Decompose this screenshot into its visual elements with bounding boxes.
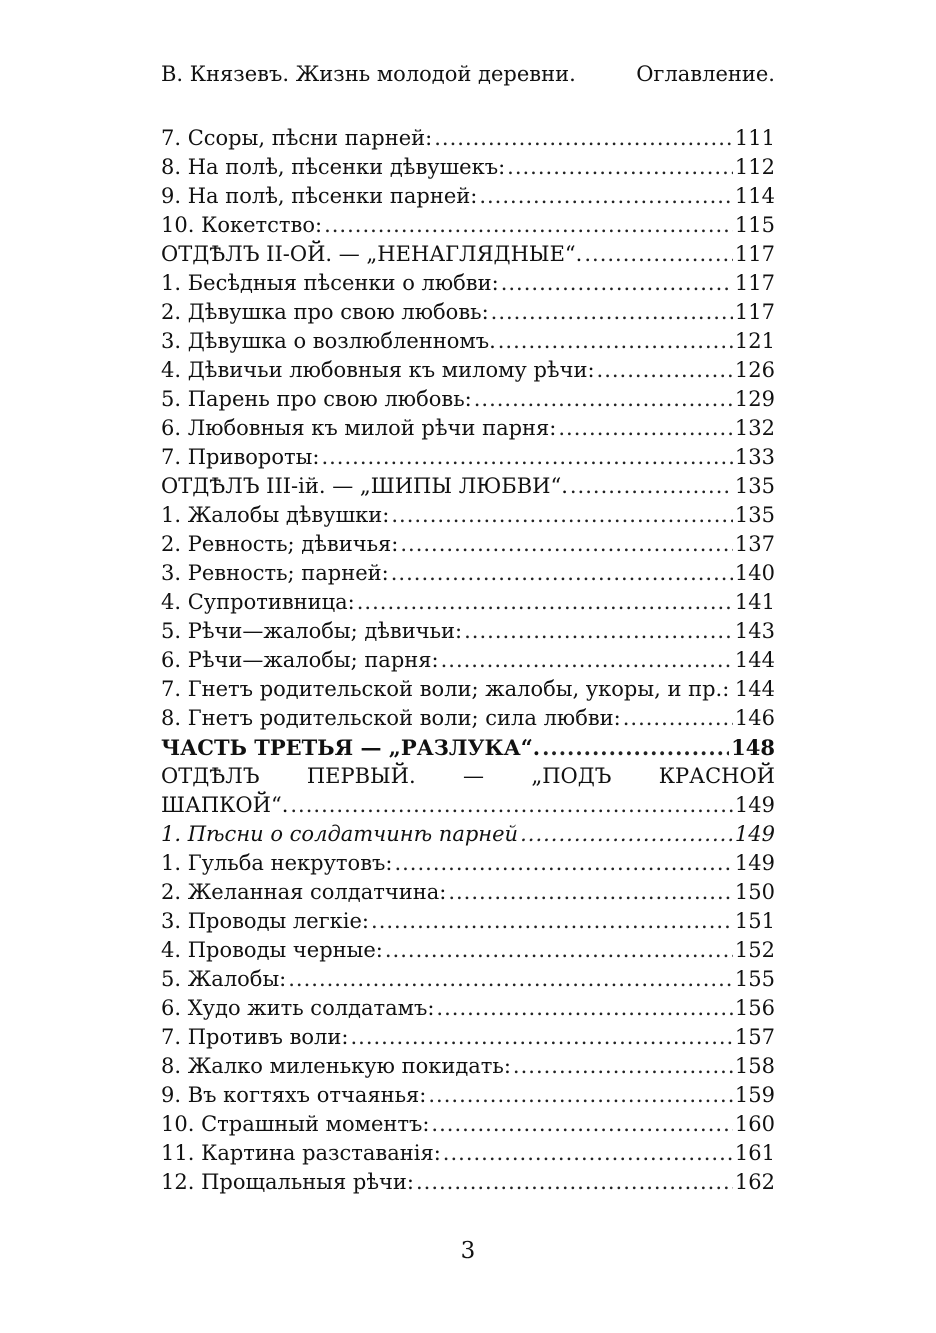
toc-entry-title: 4. Проводы черные: bbox=[161, 938, 383, 962]
toc-entry-page: 158 bbox=[734, 1054, 775, 1078]
toc-entry-page: 151 bbox=[734, 909, 775, 933]
toc-entry bbox=[161, 1081, 775, 1110]
toc-entry bbox=[161, 733, 775, 762]
toc-entry-page: 144 bbox=[734, 648, 775, 672]
toc-entry bbox=[161, 965, 775, 994]
toc-entry bbox=[161, 878, 775, 907]
toc-entry-page: 152 bbox=[734, 938, 775, 962]
toc-entry-page: 150 bbox=[734, 880, 775, 904]
toc-entry bbox=[161, 588, 775, 617]
toc-entry-title: 1. Жалобы дѣвушки: bbox=[161, 503, 390, 527]
toc-entry-title: 7. Гнетъ родительской воли; жалобы, укоры, и пр.: bbox=[161, 677, 730, 701]
toc-entry-title: ОТДѢЛЪ ПЕРВЫЙ. — „ПОДЪ КРАСНОЙ bbox=[161, 764, 775, 788]
toc-entry bbox=[161, 704, 775, 733]
toc-entry-page: 117 bbox=[734, 300, 775, 324]
toc-entry-title: 11. Картина разставанiя: bbox=[161, 1141, 441, 1165]
toc-entry bbox=[161, 1139, 775, 1168]
toc-entry-title: ЧАСТЬ ТРЕТЬЯ — „РАЗЛУКА“. bbox=[161, 735, 541, 760]
toc-entry-title: 10. Кокетство: bbox=[161, 213, 323, 237]
toc-dot-leader bbox=[436, 994, 732, 1023]
toc-entry bbox=[161, 1023, 775, 1052]
toc-dot-leader bbox=[288, 965, 733, 994]
toc-entry-title: 6. Худо жить солдатамъ: bbox=[161, 996, 435, 1020]
toc-entry bbox=[161, 356, 775, 385]
toc-dot-leader bbox=[584, 240, 733, 269]
toc-entry bbox=[161, 414, 775, 443]
toc-entry-title: 2. Дѣвушка про свою любовь: bbox=[161, 300, 489, 324]
toc-entry-title: 6. Любовныя къ милой рѣчи парня: bbox=[161, 416, 557, 440]
toc-entry bbox=[161, 1110, 775, 1139]
toc-entry-title: 7. Ссоры, пѣсни парней: bbox=[161, 126, 433, 150]
toc-entry-title: 7. Противъ воли: bbox=[161, 1025, 349, 1049]
toc-dot-leader bbox=[464, 617, 733, 646]
toc-entry bbox=[161, 501, 775, 530]
toc-entry bbox=[161, 182, 775, 211]
toc-entry-title: 8. Гнетъ родительской воли; сила любви: bbox=[161, 706, 621, 730]
toc-entry-page: 117 bbox=[734, 271, 775, 295]
toc-dot-leader bbox=[324, 211, 733, 240]
toc-entry-title: 2. Желанная солдатчина: bbox=[161, 880, 447, 904]
toc-dot-leader bbox=[400, 530, 733, 559]
toc-entry-title: 3. Ревность; парней: bbox=[161, 561, 389, 585]
toc-entry-title: 5. Парень про свою любовь: bbox=[161, 387, 472, 411]
toc-entry bbox=[161, 211, 775, 240]
header-section-title: Оглавление. bbox=[636, 62, 775, 86]
toc-entry bbox=[161, 617, 775, 646]
toc-entry-title: 6. Рѣчи—жалобы; парня: bbox=[161, 648, 439, 672]
toc-entry bbox=[161, 1168, 775, 1197]
toc-dot-leader bbox=[416, 1168, 733, 1197]
toc-dot-leader bbox=[474, 385, 733, 414]
toc-entry bbox=[161, 240, 775, 269]
toc-entry bbox=[161, 762, 775, 791]
toc-entry-title: 2. Ревность; дѣвичья: bbox=[161, 532, 399, 556]
toc-dot-leader bbox=[479, 182, 733, 211]
toc-entry bbox=[161, 385, 775, 414]
toc-dot-leader bbox=[623, 704, 733, 733]
toc-dot-leader bbox=[441, 646, 733, 675]
toc-entry-page: 115 bbox=[734, 213, 775, 237]
toc-dot-leader bbox=[542, 733, 729, 762]
toc-entry bbox=[161, 472, 775, 501]
toc-entry-page: 149 bbox=[734, 851, 775, 875]
toc-entry-title: 8. На полѣ, пѣсенки дѣвушекъ: bbox=[161, 155, 506, 179]
toc-entry-title: 3. Дѣвушка о возлюбленномъ. bbox=[161, 329, 496, 353]
toc-entry-page: 161 bbox=[734, 1141, 775, 1165]
toc-entry-title: 10. Страшный моментъ: bbox=[161, 1112, 430, 1136]
toc-entry-page: 141 bbox=[734, 590, 775, 614]
toc-entry bbox=[161, 849, 775, 878]
toc-entry-title: 1. Гульба некрутовъ: bbox=[161, 851, 393, 875]
toc-entry-title: 12. Прощальныя рѣчи: bbox=[161, 1170, 414, 1194]
toc-dot-leader bbox=[357, 588, 733, 617]
toc-entry-title: 9. На полѣ, пѣсенки парней: bbox=[161, 184, 478, 208]
toc-entry-page: 157 bbox=[734, 1025, 775, 1049]
toc-dot-leader bbox=[290, 791, 733, 820]
toc-dot-leader bbox=[448, 878, 733, 907]
toc-dot-leader bbox=[391, 559, 733, 588]
toc-entry-page: 143 bbox=[734, 619, 775, 643]
toc-dot-leader bbox=[350, 1023, 732, 1052]
toc-dot-leader bbox=[434, 124, 733, 153]
toc-entry-page: 159 bbox=[734, 1083, 775, 1107]
toc-dot-leader bbox=[431, 1110, 732, 1139]
toc-entry-page: 149 bbox=[734, 793, 775, 817]
toc-entry-page: 135 bbox=[734, 474, 775, 498]
toc-entry-page: 121 bbox=[734, 329, 775, 353]
toc-entry-title: 1. Бесѣдныя пѣсенки о любви: bbox=[161, 271, 499, 295]
toc-dot-leader bbox=[391, 501, 733, 530]
toc-dot-leader bbox=[558, 414, 733, 443]
toc-entry-title: ОТДѢЛЪ II-ОЙ. — „НЕНАГЛЯДНЫЕ“. bbox=[161, 242, 583, 266]
toc-entry-page: 155 bbox=[734, 967, 775, 991]
toc-entry bbox=[161, 327, 775, 356]
toc-entry-page: 149 bbox=[734, 822, 775, 846]
page-number: 3 bbox=[460, 1238, 476, 1264]
toc-dot-leader bbox=[570, 472, 733, 501]
toc-entry-page: 146 bbox=[734, 706, 775, 730]
toc-entry bbox=[161, 298, 775, 327]
toc-entry-title: 9. Въ когтяхъ отчаянья: bbox=[161, 1083, 427, 1107]
toc-entry-page: 114 bbox=[734, 184, 775, 208]
toc-entry-page: 112 bbox=[734, 155, 775, 179]
toc-dot-leader bbox=[501, 269, 733, 298]
toc-entry bbox=[161, 791, 775, 820]
toc-entry bbox=[161, 1052, 775, 1081]
toc-entry bbox=[161, 443, 775, 472]
toc-dot-leader bbox=[385, 936, 733, 965]
toc-dot-leader bbox=[498, 327, 733, 356]
toc-dot-leader bbox=[491, 298, 733, 327]
toc-dot-leader bbox=[731, 675, 733, 704]
toc-dot-leader bbox=[321, 443, 732, 472]
toc-entry-title: 5. Рѣчи—жалобы; дѣвичьи: bbox=[161, 619, 463, 643]
toc-entry-page: 111 bbox=[734, 126, 775, 150]
toc-entry bbox=[161, 936, 775, 965]
toc-entry-title: 4. Дѣвичьи любовныя къ милому рѣчи: bbox=[161, 358, 595, 382]
toc-entry-page: 156 bbox=[734, 996, 775, 1020]
toc-dot-leader bbox=[371, 907, 733, 936]
toc-entry-page: 117 bbox=[734, 242, 775, 266]
toc-entry-title: 7. Привороты: bbox=[161, 445, 320, 469]
header-book-title: В. Князевъ. Жизнь молодой деревни. bbox=[161, 62, 576, 86]
toc-entry-title: 4. Супротивница: bbox=[161, 590, 355, 614]
toc-entry bbox=[161, 994, 775, 1023]
toc-entry-page: 144 bbox=[734, 677, 775, 701]
toc-dot-leader bbox=[597, 356, 733, 385]
toc-dot-leader bbox=[428, 1081, 733, 1110]
toc-entry-title: ШАПКОЙ“. bbox=[161, 793, 289, 817]
toc-entry bbox=[161, 530, 775, 559]
toc-entry-page: 140 bbox=[734, 561, 775, 585]
toc-entry bbox=[161, 153, 775, 182]
toc-entry-page: 129 bbox=[734, 387, 775, 411]
toc-entry-page: 133 bbox=[734, 445, 775, 469]
toc-entry bbox=[161, 675, 775, 704]
toc-entry-title: 3. Проводы легкiе: bbox=[161, 909, 370, 933]
toc-entry-page: 135 bbox=[734, 503, 775, 527]
toc-entry-title: 1. Пѣсни о солдатчинѣ парней bbox=[161, 822, 519, 846]
toc-entry-page: 132 bbox=[734, 416, 775, 440]
toc-entry-page: 162 bbox=[734, 1170, 775, 1194]
toc-entry-title: ОТДѢЛЪ III-iй. — „ШИПЫ ЛЮБВИ“. bbox=[161, 474, 568, 498]
toc-entry bbox=[161, 907, 775, 936]
toc-entry-page: 160 bbox=[734, 1112, 775, 1136]
toc-dot-leader bbox=[443, 1139, 733, 1168]
toc-entry bbox=[161, 269, 775, 298]
toc-dot-leader bbox=[507, 153, 733, 182]
toc-dot-leader bbox=[513, 1052, 733, 1081]
toc-entry-page: 137 bbox=[734, 532, 775, 556]
toc-dot-leader bbox=[394, 849, 732, 878]
toc-dot-leader bbox=[520, 820, 733, 849]
toc-entry-page: 126 bbox=[734, 358, 775, 382]
toc-entry bbox=[161, 124, 775, 153]
table-of-contents bbox=[161, 124, 775, 1197]
toc-entry bbox=[161, 559, 775, 588]
toc-entry-title: 5. Жалобы: bbox=[161, 967, 287, 991]
toc-entry bbox=[161, 646, 775, 675]
running-header bbox=[161, 62, 775, 92]
toc-entry bbox=[161, 820, 775, 849]
toc-entry-title: 8. Жалко миленькую покидать: bbox=[161, 1054, 511, 1078]
toc-entry-page: 148 bbox=[731, 735, 775, 760]
